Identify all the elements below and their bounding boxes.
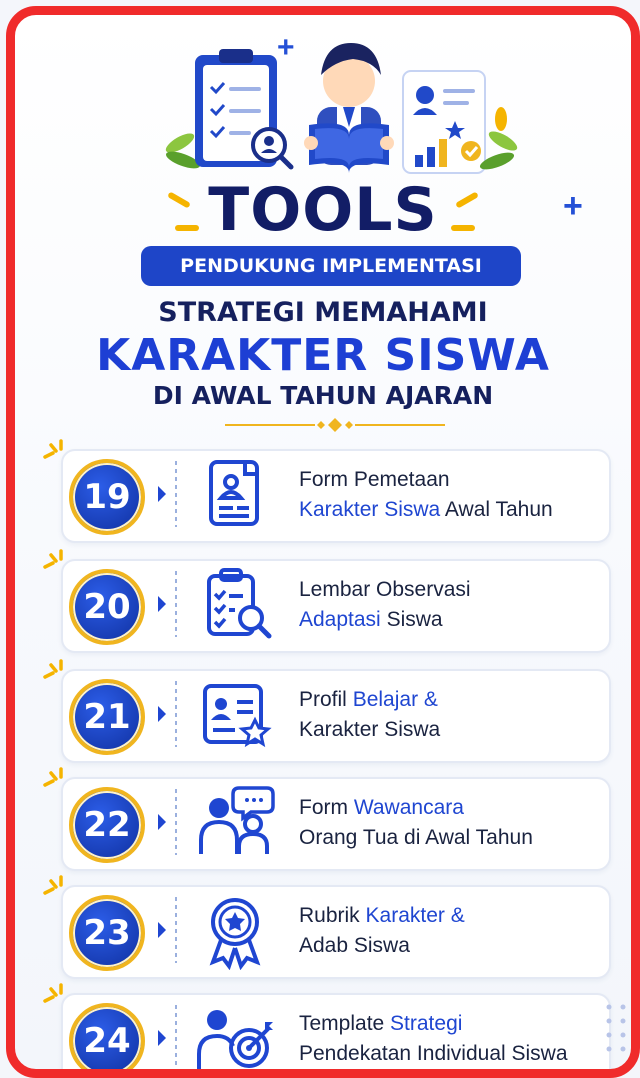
- tool-title-line-1: Form Pemetaan: [299, 468, 450, 491]
- gold-divider: [225, 415, 445, 435]
- subtitle-pill: PENDUKUNG IMPLEMENTASI: [141, 246, 521, 286]
- sparkle-icon: [41, 439, 71, 463]
- tool-title-line-2: Pendekatan Individual Siswa: [299, 1042, 568, 1065]
- tool-title-line-1: Rubrik Karakter &: [299, 904, 465, 927]
- plus-decor-icon: +: [563, 187, 583, 225]
- sparkle-icon: [41, 767, 71, 791]
- dashed-separator: [175, 681, 177, 747]
- plus-decor-icon: +: [277, 31, 295, 64]
- badge-number: 24: [83, 1021, 131, 1061]
- dashed-separator: [175, 897, 177, 963]
- chevron-right-icon: [155, 811, 169, 833]
- sparkle-icon: [41, 659, 71, 683]
- tool-title: [299, 901, 609, 961]
- headline-line-3: DI AWAL TAHUN AJARAN: [152, 381, 494, 410]
- tool-title-line-1: Lembar Observasi: [299, 578, 471, 601]
- tool-title-line-1: Form Wawancara: [299, 796, 464, 819]
- tool-title: [299, 685, 609, 745]
- badge-number: 21: [83, 697, 131, 737]
- dashed-separator: [175, 571, 177, 637]
- number-badge: [69, 895, 145, 971]
- tool-title: [299, 575, 609, 635]
- dashed-separator: [175, 461, 177, 527]
- chevron-right-icon: [155, 593, 169, 615]
- tool-title-line-2: Adaptasi Siswa: [299, 608, 443, 631]
- form-person-icon: [195, 454, 275, 534]
- dashed-separator: [175, 1005, 177, 1071]
- sparkle-icon: [41, 983, 71, 1007]
- award-ribbon-icon: [195, 890, 275, 970]
- page-title: TOOLS: [208, 175, 438, 245]
- tool-title: [299, 465, 609, 525]
- tool-title-line-1: Profil Belajar &: [299, 688, 438, 711]
- number-badge: [69, 1003, 145, 1078]
- parent-child-chat-icon: [195, 782, 275, 862]
- checklist-magnifier-icon: [195, 564, 275, 644]
- chevron-right-icon: [155, 703, 169, 725]
- headline-line-2: KARAKTER SISWA: [96, 330, 550, 381]
- number-badge: [69, 787, 145, 863]
- number-badge: [69, 679, 145, 755]
- poster-frame: [6, 6, 640, 1078]
- person-target-icon: [195, 998, 275, 1078]
- dashed-separator: [175, 789, 177, 855]
- sparkle-icon: [41, 549, 71, 573]
- tool-title-line-2: Adab Siswa: [299, 934, 410, 957]
- badge-number: 20: [83, 587, 131, 627]
- number-badge: [69, 459, 145, 535]
- sparkle-icon: [41, 875, 71, 899]
- tool-title-line-2: Karakter Siswa Awal Tahun: [299, 498, 553, 521]
- badge-number: 23: [83, 913, 131, 953]
- headline-line-1: STRATEGI MEMAHAMI: [158, 297, 488, 328]
- tool-title-line-2: Orang Tua di Awal Tahun: [299, 826, 533, 849]
- chevron-right-icon: [155, 919, 169, 941]
- chevron-right-icon: [155, 483, 169, 505]
- badge-number: 22: [83, 805, 131, 845]
- tool-title: [299, 1009, 609, 1069]
- profile-card-star-icon: [195, 674, 275, 754]
- badge-number: 19: [83, 477, 131, 517]
- chevron-right-icon: [155, 1027, 169, 1049]
- tool-title-line-2: Karakter Siswa: [299, 718, 441, 741]
- tool-title-line-1: Template Strategi: [299, 1012, 463, 1035]
- number-badge: [69, 569, 145, 645]
- dots-decor: [601, 999, 631, 1059]
- hero-illustration: [15, 15, 631, 185]
- tool-title: [299, 793, 609, 853]
